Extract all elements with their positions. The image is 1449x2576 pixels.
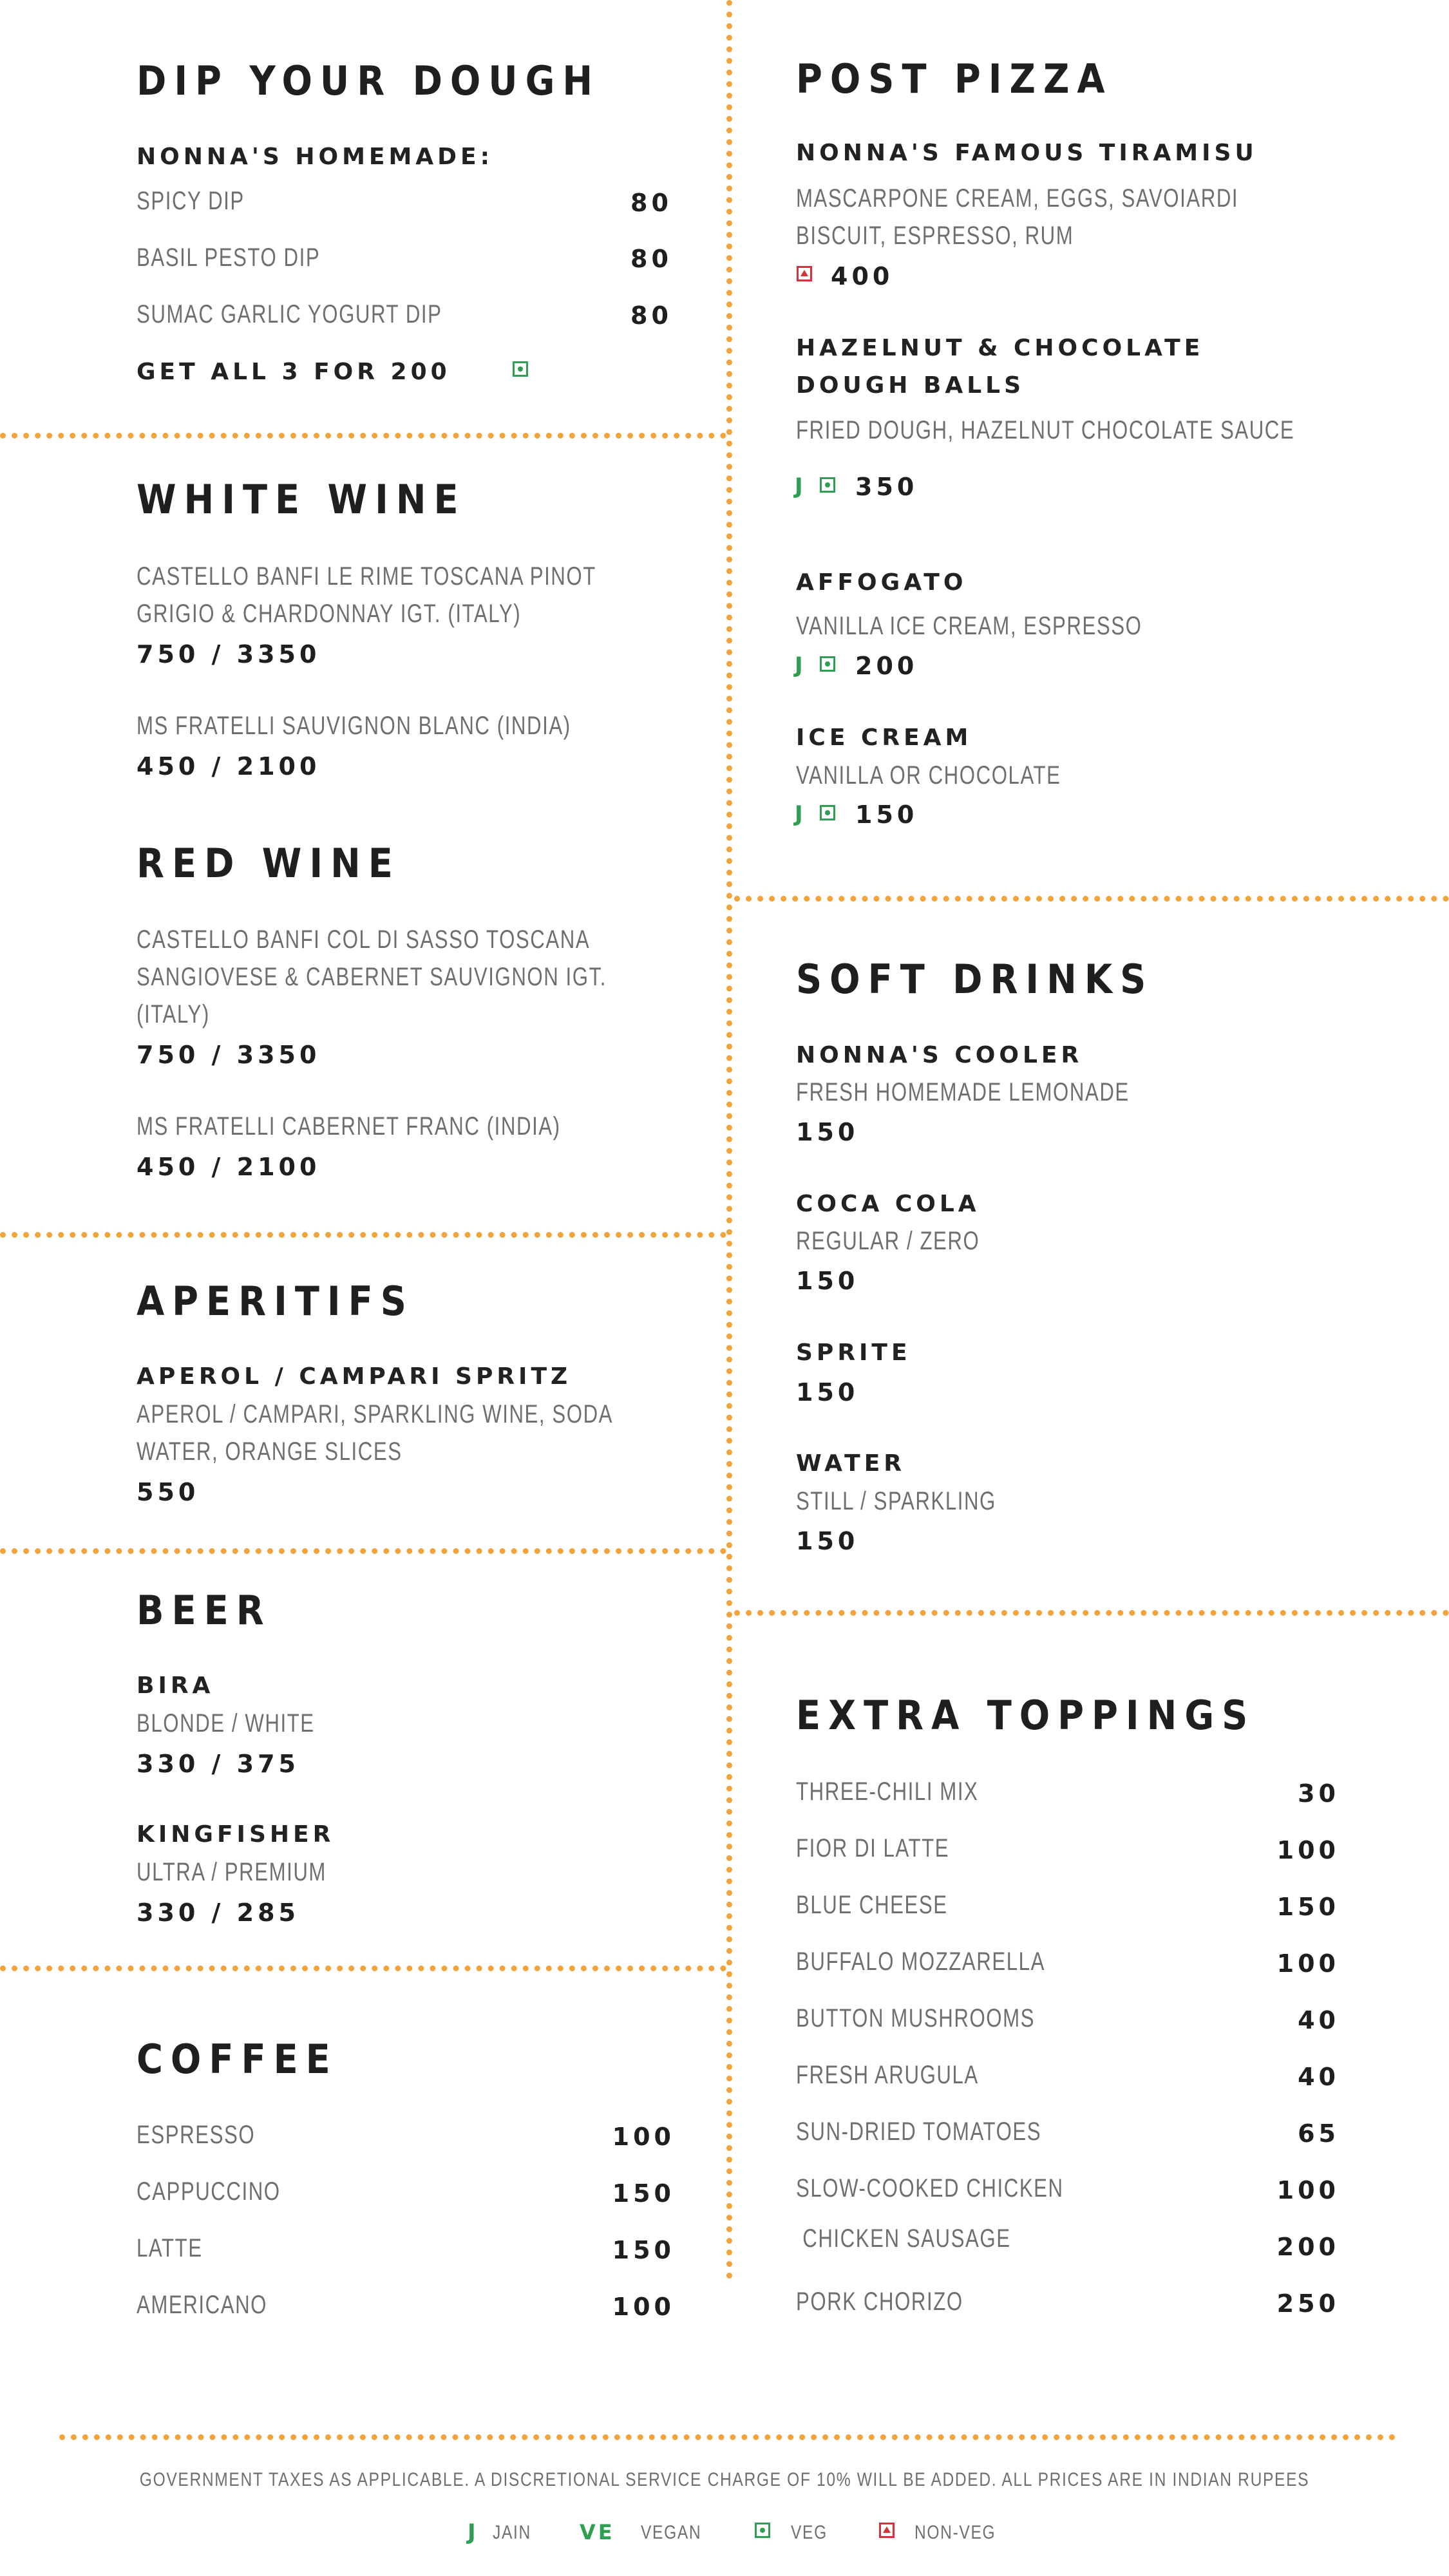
- drink-name: COCA COLA: [796, 1191, 980, 1217]
- drink-name: NONNA'S COOLER: [796, 1042, 1083, 1068]
- dip-item-price: 80: [630, 245, 672, 273]
- wine-price: 750 / 3350: [137, 640, 321, 668]
- section-heading-white-wine: WHITE WINE: [137, 476, 466, 523]
- coffee-item-name: ESPRESSO: [137, 2121, 256, 2149]
- dip-item-price: 80: [630, 301, 672, 330]
- topping-price: 100: [1276, 2176, 1340, 2204]
- legend-label-veg: VEG: [791, 2522, 828, 2543]
- wine-price: 750 / 3350: [137, 1041, 321, 1069]
- topping-name: BUFFALO MOZZARELLA: [796, 1947, 1045, 1976]
- drink-name: SPRITE: [796, 1340, 911, 1366]
- topping-name: BUTTON MUSHROOMS: [796, 2004, 1036, 2032]
- divider-softdrinks-toppings: [734, 1610, 1449, 1616]
- veg-icon: [513, 361, 528, 377]
- drink-description: FRESH HOMEMADE LEMONADE: [796, 1078, 1130, 1106]
- legend-label-non-veg: NON-VEG: [914, 2522, 996, 2543]
- jain-icon: J: [795, 652, 803, 678]
- section-heading-soft-drinks: SOFT DRINKS: [796, 956, 1154, 1003]
- dessert-name: AFFOGATO: [796, 569, 967, 596]
- center-divider: [726, 0, 732, 2280]
- topping-name: THREE-CHILI MIX: [796, 1777, 979, 1806]
- wine-price: 450 / 2100: [137, 752, 321, 781]
- coffee-item-price: 150: [612, 2179, 675, 2208]
- topping-name: SUN-DRIED TOMATOES: [796, 2117, 1042, 2146]
- drink-price: 150: [796, 1378, 859, 1406]
- dessert-description: MASCARPONE CREAM, EGGS, SAVOIARDI: [796, 184, 1239, 213]
- drink-price: 150: [796, 1267, 859, 1295]
- divider-dip-wine: [0, 433, 726, 439]
- dip-item-name: SUMAC GARLIC YOGURT DIP: [137, 300, 442, 328]
- topping-name: FRESH ARUGULA: [796, 2061, 979, 2089]
- coffee-item-name: LATTE: [137, 2234, 203, 2262]
- legend-label-jain: JAIN: [493, 2522, 531, 2543]
- drink-description: REGULAR / ZERO: [796, 1227, 980, 1255]
- section-heading-coffee: COFFEE: [137, 2036, 338, 2083]
- veg-icon: [820, 805, 835, 820]
- wine-price: 450 / 2100: [137, 1153, 321, 1181]
- dessert-price: 350: [855, 473, 918, 501]
- aperitif-name: APEROL / CAMPARI SPRITZ: [137, 1363, 572, 1390]
- wine-description: CASTELLO BANFI COL DI SASSO TOSCANA: [137, 925, 591, 954]
- divider-aperitifs-beer: [0, 1548, 726, 1554]
- dip-subheading: NONNA'S HOMEMADE:: [137, 144, 494, 170]
- topping-price: 40: [1298, 2063, 1340, 2091]
- veg-icon: [820, 477, 835, 493]
- beer-name: KINGFISHER: [137, 1821, 335, 1848]
- non-veg-icon: [797, 266, 812, 281]
- coffee-item-price: 100: [612, 2293, 675, 2321]
- jain-icon: J: [468, 2519, 476, 2545]
- coffee-item-name: AMERICANO: [137, 2291, 267, 2319]
- beer-description: BLONDE / WHITE: [137, 1709, 315, 1738]
- coffee-item-name: CAPPUCCINO: [137, 2177, 281, 2206]
- dip-combo-offer: GET ALL 3 FOR 200: [137, 359, 451, 385]
- topping-price: 250: [1276, 2289, 1340, 2318]
- dessert-description: FRIED DOUGH, HAZELNUT CHOCOLATE SAUCE: [796, 416, 1295, 444]
- dessert-name: ICE CREAM: [796, 724, 972, 751]
- section-heading-red-wine: RED WINE: [137, 840, 401, 887]
- dessert-price: 200: [855, 652, 918, 680]
- wine-description: GRIGIO & CHARDONNAY IGT. (ITALY): [137, 600, 522, 628]
- dessert-price: 150: [855, 800, 918, 829]
- wine-description: SANGIOVESE & CABERNET SAUVIGNON IGT.: [137, 963, 607, 991]
- dessert-name: NONNA'S FAMOUS TIRAMISU: [796, 140, 1258, 166]
- topping-price: 200: [1276, 2233, 1340, 2261]
- footer-note: GOVERNMENT TAXES AS APPLICABLE. A DISCRETIONAL SERVICE CHARGE OF 10% WILL BE ADDED. ALL PRICES ARE IN INDIAN RUPEES: [139, 2469, 1310, 2490]
- dessert-price: 400: [831, 262, 894, 290]
- topping-name: SLOW-COOKED CHICKEN: [796, 2174, 1064, 2202]
- beer-price: 330 / 285: [137, 1899, 299, 1927]
- drink-price: 150: [796, 1118, 859, 1146]
- section-heading-beer: BEER: [137, 1587, 272, 1634]
- beer-description: ULTRA / PREMIUM: [137, 1858, 327, 1886]
- section-heading-dip: DIP YOUR DOUGH: [137, 57, 601, 104]
- drink-price: 150: [796, 1527, 859, 1555]
- wine-description: MS FRATELLI CABERNET FRANC (INDIA): [137, 1112, 561, 1141]
- topping-name: FIOR DI LATTE: [796, 1834, 950, 1862]
- topping-name: PORK CHORIZO: [796, 2287, 963, 2316]
- aperitif-price: 550: [137, 1478, 200, 1506]
- drink-description: STILL / SPARKLING: [796, 1487, 996, 1515]
- divider-wine-aperitifs: [0, 1232, 726, 1238]
- topping-price: 150: [1276, 1893, 1340, 1921]
- dessert-description: VANILLA ICE CREAM, ESPRESSO: [796, 612, 1142, 640]
- dessert-description: BISCUIT, ESPRESSO, RUM: [796, 222, 1074, 250]
- wine-description: (ITALY): [137, 1000, 210, 1028]
- divider-beer-coffee: [0, 1965, 726, 1971]
- dessert-description: VANILLA OR CHOCOLATE: [796, 761, 1061, 790]
- drink-name: WATER: [796, 1450, 906, 1477]
- dessert-name: DOUGH BALLS: [796, 372, 1025, 399]
- divider-postpizza-softdrinks: [734, 896, 1449, 902]
- veg-icon: [820, 656, 835, 672]
- aperitif-description: APEROL / CAMPARI, SPARKLING WINE, SODA: [137, 1400, 614, 1428]
- section-heading-post-pizza: POST PIZZA: [796, 55, 1113, 102]
- topping-price: 100: [1276, 1949, 1340, 1978]
- beer-name: BIRA: [137, 1672, 214, 1699]
- legend-label-vegan: VEGAN: [641, 2522, 702, 2543]
- jain-icon: J: [795, 473, 803, 499]
- topping-name: CHICKEN SAUSAGE: [796, 2224, 1011, 2253]
- vegan-icon: VE: [580, 2520, 615, 2544]
- veg-icon: [755, 2523, 770, 2538]
- beer-price: 330 / 375: [137, 1750, 299, 1778]
- wine-description: CASTELLO BANFI LE RIME TOSCANA PINOT: [137, 562, 596, 591]
- dessert-name: HAZELNUT & CHOCOLATE: [796, 335, 1204, 361]
- wine-description: MS FRATELLI SAUVIGNON BLANC (INDIA): [137, 712, 571, 740]
- section-heading-extra-toppings: EXTRA TOPPINGS: [796, 1692, 1256, 1739]
- topping-price: 40: [1298, 2006, 1340, 2034]
- aperitif-description: WATER, ORANGE SLICES: [137, 1437, 402, 1466]
- topping-price: 65: [1298, 2119, 1340, 2148]
- coffee-item-price: 150: [612, 2236, 675, 2264]
- coffee-item-price: 100: [612, 2123, 675, 2151]
- dip-item-name: SPICY DIP: [137, 187, 245, 215]
- non-veg-icon: [879, 2523, 895, 2538]
- jain-icon: J: [795, 801, 803, 827]
- topping-name: BLUE CHEESE: [796, 1891, 948, 1919]
- topping-price: 30: [1298, 1779, 1340, 1808]
- topping-price: 100: [1276, 1836, 1340, 1864]
- dip-item-name: BASIL PESTO DIP: [137, 243, 321, 272]
- divider-footer: [59, 2434, 1396, 2440]
- section-heading-aperitifs: APERITIFS: [137, 1278, 414, 1325]
- dip-item-price: 80: [630, 189, 672, 217]
